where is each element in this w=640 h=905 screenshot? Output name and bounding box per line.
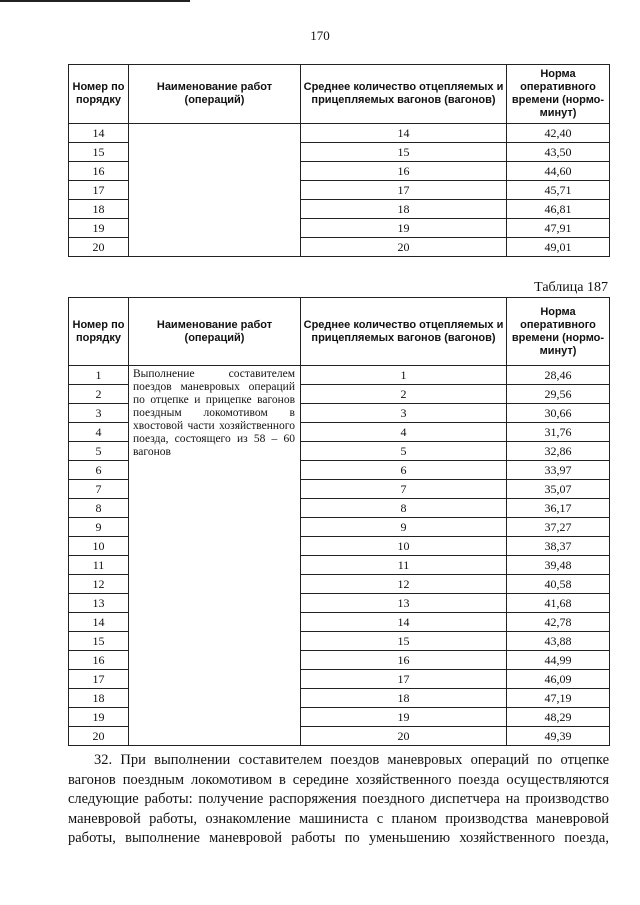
- cell-cars: 19: [301, 708, 507, 727]
- cell-norm: 31,76: [507, 423, 610, 442]
- cell-num: 7: [69, 480, 129, 499]
- cell-norm: 33,97: [507, 461, 610, 480]
- cell-cars: 6: [301, 461, 507, 480]
- norms-table-continued: [68, 64, 610, 257]
- cell-num: 17: [69, 670, 129, 689]
- cell-cars: 7: [301, 480, 507, 499]
- cell-num: 11: [69, 556, 129, 575]
- cell-norm: 35,07: [507, 480, 610, 499]
- table-row: [69, 124, 610, 143]
- cell-norm: 38,37: [507, 537, 610, 556]
- table-row: [69, 366, 610, 385]
- header-norm: Норма оперативного времени (нормо-минут): [507, 298, 610, 366]
- cell-num: 20: [69, 238, 129, 257]
- cell-num: 8: [69, 499, 129, 518]
- cell-cars: 1: [301, 366, 507, 385]
- cell-cars: 13: [301, 594, 507, 613]
- cell-cars: 16: [301, 162, 507, 181]
- cell-norm: 44,99: [507, 651, 610, 670]
- cell-num: 3: [69, 404, 129, 423]
- cell-norm: 42,78: [507, 613, 610, 632]
- header-work: Наименование работ (операций): [129, 298, 301, 366]
- cell-num: 16: [69, 162, 129, 181]
- cell-norm: 28,46: [507, 366, 610, 385]
- cell-norm: 29,56: [507, 385, 610, 404]
- cell-cars: 4: [301, 423, 507, 442]
- cell-num: 9: [69, 518, 129, 537]
- header-work: Наименование работ (операций): [129, 65, 301, 124]
- header-num: Номер по порядку: [69, 298, 129, 366]
- page-number: 170: [310, 28, 330, 43]
- cell-norm: 42,40: [507, 124, 610, 143]
- header-cars: Среднее количество отцепляемых и прицепляемых вагонов (вагонов): [301, 298, 507, 366]
- cell-num: 19: [69, 219, 129, 238]
- cell-cars: 20: [301, 238, 507, 257]
- cell-cars: 17: [301, 181, 507, 200]
- cell-cars: 11: [301, 556, 507, 575]
- cell-num: 14: [69, 124, 129, 143]
- cell-norm: 47,91: [507, 219, 610, 238]
- cell-num: 13: [69, 594, 129, 613]
- cell-cars: 14: [301, 613, 507, 632]
- header-cars: Среднее количество отцепляемых и прицепляемых вагонов (вагонов): [301, 65, 507, 124]
- cell-cars: 9: [301, 518, 507, 537]
- cell-cars: 3: [301, 404, 507, 423]
- top-rule: [0, 0, 190, 2]
- cell-num: 12: [69, 575, 129, 594]
- cell-num: 10: [69, 537, 129, 556]
- cell-num: 18: [69, 689, 129, 708]
- cell-norm: 41,68: [507, 594, 610, 613]
- cell-norm: 43,88: [507, 632, 610, 651]
- cell-norm: 48,29: [507, 708, 610, 727]
- cell-norm: 40,58: [507, 575, 610, 594]
- cell-cars: 17: [301, 670, 507, 689]
- table-label: Таблица 187: [534, 280, 608, 295]
- cell-cars: 2: [301, 385, 507, 404]
- cell-cars: 5: [301, 442, 507, 461]
- cell-norm: 30,66: [507, 404, 610, 423]
- cell-cars: 10: [301, 537, 507, 556]
- cell-cars: 8: [301, 499, 507, 518]
- cell-cars: 12: [301, 575, 507, 594]
- cell-cars: 14: [301, 124, 507, 143]
- cell-norm: 46,81: [507, 200, 610, 219]
- cell-norm: 36,17: [507, 499, 610, 518]
- cell-num: 15: [69, 632, 129, 651]
- cell-norm: 46,09: [507, 670, 610, 689]
- cell-num: 1: [69, 366, 129, 385]
- table-header-row: [69, 65, 610, 124]
- cell-norm: 47,19: [507, 689, 610, 708]
- cell-num: 19: [69, 708, 129, 727]
- cell-num: 5: [69, 442, 129, 461]
- cell-num: 2: [69, 385, 129, 404]
- cell-work-description: Выполнение составителем поездов маневровых операций по отцепке и прицепке вагонов поездным локомотивом в хвостовой части хозяйственного поезда, состоящего из 58 – 60 вагонов: [129, 366, 301, 746]
- cell-norm: 44,60: [507, 162, 610, 181]
- norms-table-187: [68, 297, 610, 746]
- cell-norm: 49,01: [507, 238, 610, 257]
- cell-norm: 43,50: [507, 143, 610, 162]
- cell-norm: 37,27: [507, 518, 610, 537]
- cell-num: 6: [69, 461, 129, 480]
- paragraph-32: 32. При выполнении составителем поездов маневровых операций по отцепке вагонов поездным локомотивом в середине хозяйственного поезда осуществляются следующие работы: получение распоряжения поездного диспетчера на производство маневровой работы, ознакомление машиниста с планом производства маневровой работы, выполнение маневровой работы по уменьшению хозяйственного поезда,: [68, 752, 609, 846]
- cell-work-description: [129, 124, 301, 257]
- cell-cars: 18: [301, 200, 507, 219]
- cell-num: 14: [69, 613, 129, 632]
- cell-norm: 45,71: [507, 181, 610, 200]
- cell-cars: 20: [301, 727, 507, 746]
- cell-num: 4: [69, 423, 129, 442]
- header-norm: Норма оперативного времени (нормо-минут): [507, 65, 610, 124]
- cell-cars: 15: [301, 632, 507, 651]
- cell-norm: 49,39: [507, 727, 610, 746]
- header-num: Номер по порядку: [69, 65, 129, 124]
- cell-num: 20: [69, 727, 129, 746]
- cell-cars: 18: [301, 689, 507, 708]
- cell-num: 16: [69, 651, 129, 670]
- cell-cars: 15: [301, 143, 507, 162]
- cell-cars: 16: [301, 651, 507, 670]
- cell-norm: 32,86: [507, 442, 610, 461]
- cell-norm: 39,48: [507, 556, 610, 575]
- cell-num: 18: [69, 200, 129, 219]
- cell-num: 17: [69, 181, 129, 200]
- cell-cars: 19: [301, 219, 507, 238]
- cell-num: 15: [69, 143, 129, 162]
- table-header-row: [69, 298, 610, 366]
